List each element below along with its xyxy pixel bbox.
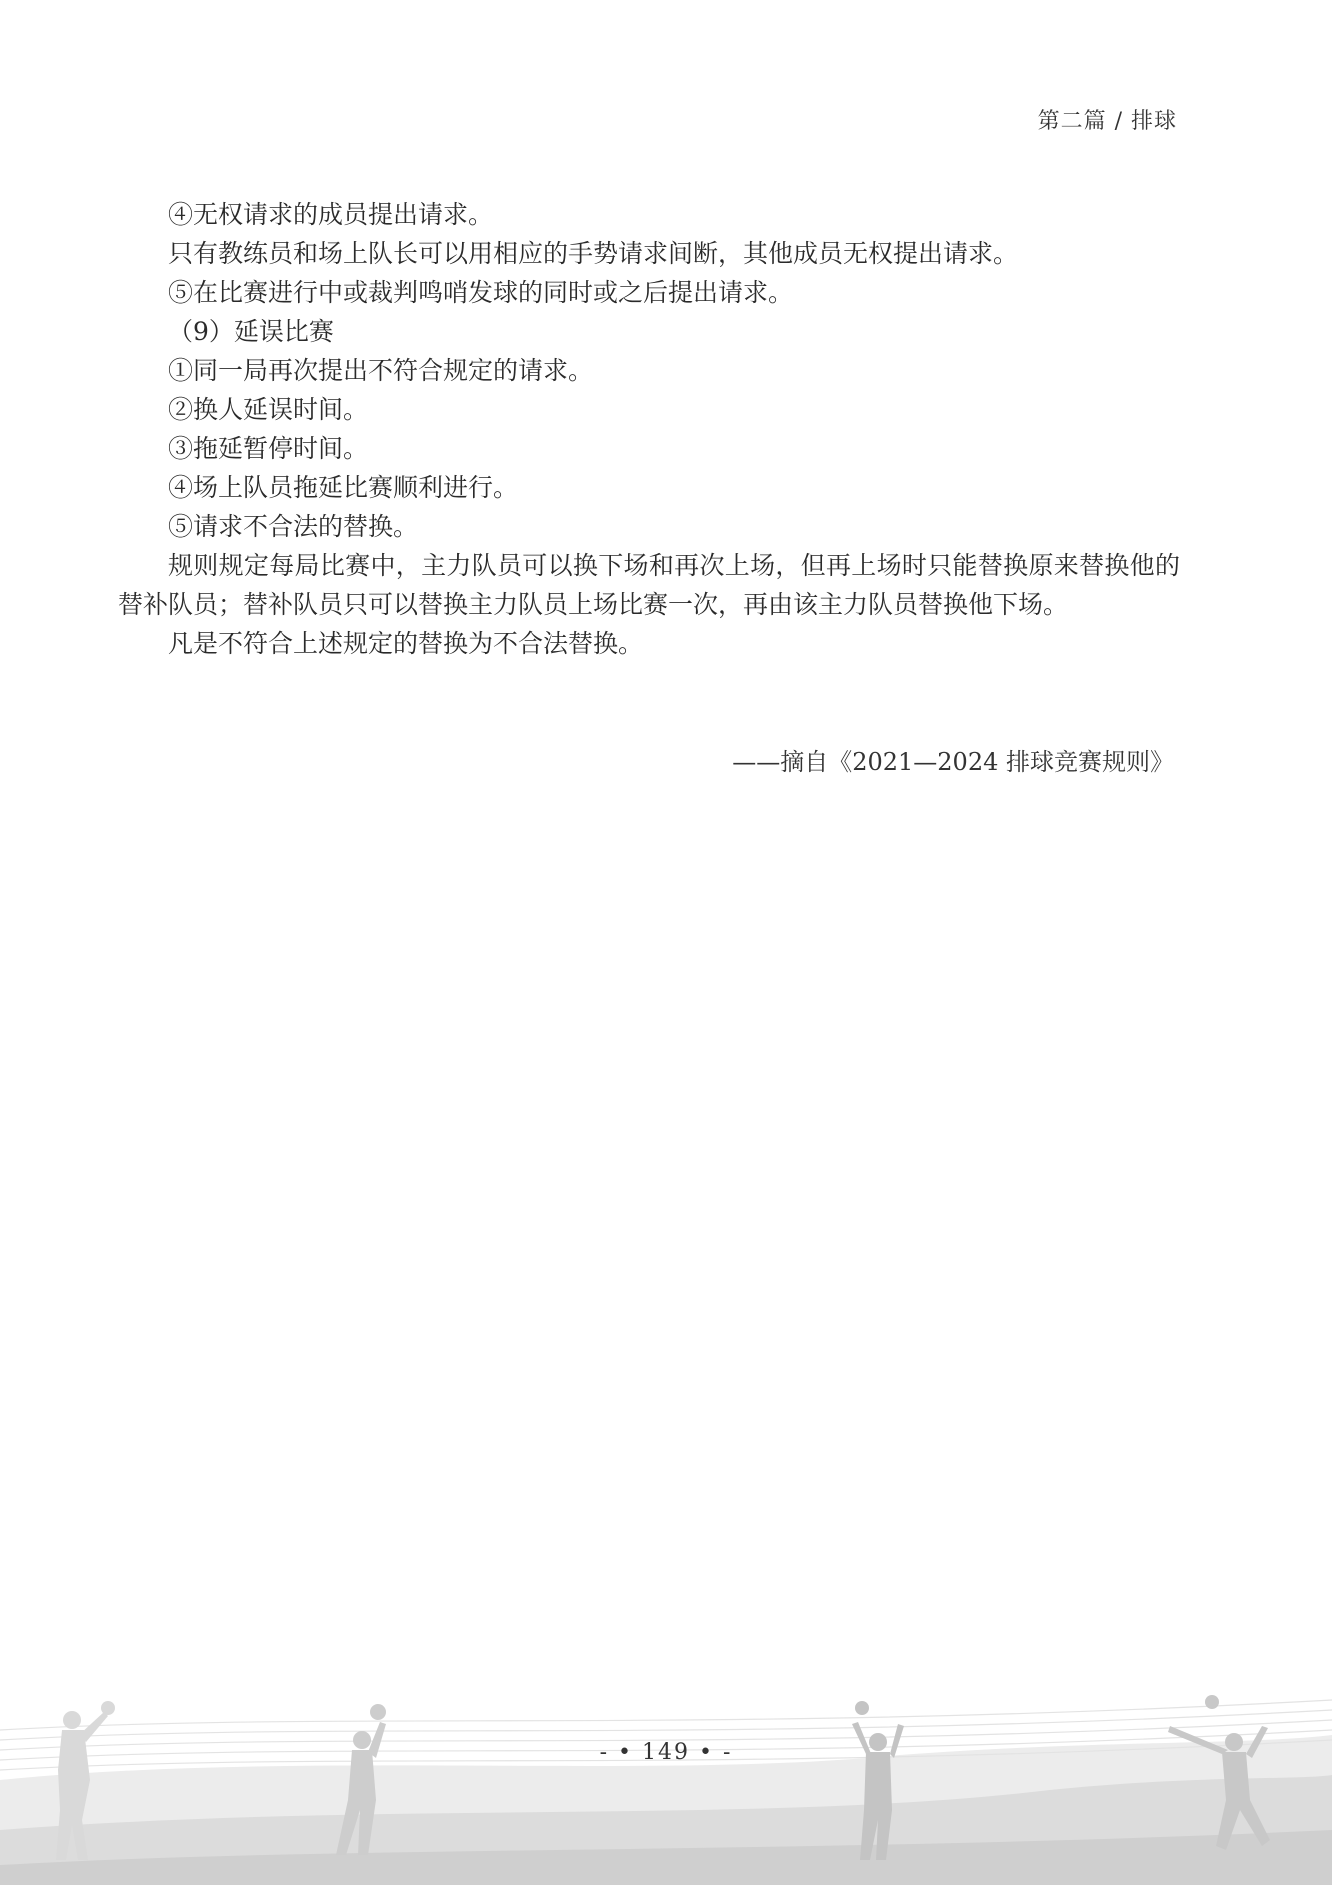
main-text [118,195,1180,663]
text-line: ⑤请求不合法的替换。 [168,512,419,541]
text-line: ①同一局再次提出不符合规定的请求。 [168,356,594,385]
text-line: ③拖延暂停时间。 [168,434,369,463]
text-line: 凡是不符合上述规定的替换为不合法替换。 [168,629,644,658]
source-citation: ——摘自《2021—2024 排球竞赛规则》 [732,748,1174,776]
text-line: （9）延误比赛 [168,317,334,346]
page-number: - • 149 • - [599,1740,733,1765]
text-line: ④场上队员拖延比赛顺利进行。 [168,473,519,502]
text-line: 只有教练员和场上队长可以用相应的手势请求间断，其他成员无权提出请求。 [168,239,1019,268]
text-line: ④无权请求的成员提出请求。 [168,200,494,229]
rule-paragraph: 规则规定每局比赛中，主力队员可以换下场和再次上场，但再上场时只能替换原来替换他的替补队员；替补队员只可以替换主力队员上场比赛一次，再由该主力队员替换他下场。 [118,551,1180,619]
running-header: 第二篇 / 排球 [1037,109,1177,134]
text-line: ②换人延误时间。 [168,395,369,424]
decorative-volleyball-footer [0,1660,1332,1885]
text-line: ⑤在比赛进行中或裁判鸣哨发球的同时或之后提出请求。 [168,278,794,307]
